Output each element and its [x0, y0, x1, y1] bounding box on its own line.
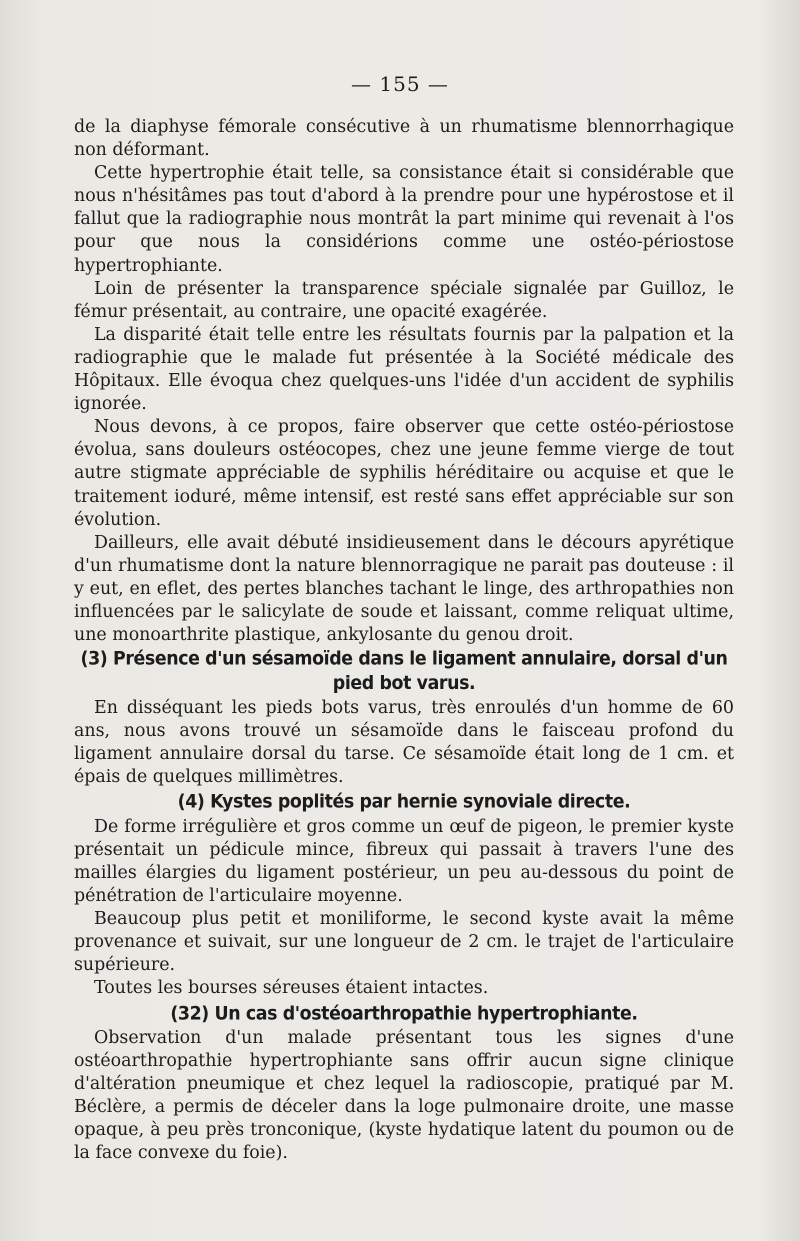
section-4-paragraph-1: De forme irrégulière et gros comme un œuf de pigeon, le premier kyste présentait un pédicule mince, fibreux qui passait à travers l'une des mailles élargies du ligament postérieur, un peu au-dessous du point de pénétration de l'articulaire moyenne.	[74, 816, 734, 907]
section-3-paragraph-1: En disséquant les pieds bots varus, très enroulés d'un homme de 60 ans, nous avons trouvé un sésamoïde dans le faisceau profond du ligament annulaire dorsal du tarse. Ce sésamoïde était long de 1 cm. et épais de quelques millimètres.	[74, 697, 734, 788]
paragraph-intro-6: Dailleurs, elle avait débuté insidieusement dans le décours apyrétique d'un rhumatisme dont la nature blennorragique ne parait pas douteuse : il y eut, en eflet, des pertes blanches tachant le linge, des arthropathies non influencées par le salicylate de soude et laissant, comme reliquat ultime, une monoarthrite plastique, ankylosante du genou droit.	[74, 532, 734, 646]
section-4-paragraph-3: Toutes les bourses séreuses étaient intactes.	[94, 978, 489, 999]
section-32-paragraph-1: Observation d'un malade présentant tous les signes d'une ostéoarthropathie hypertrophiante sans offrir aucun signe clinique d'altération pneumique et chez lequel la radioscopie, pratiqué par M. Béclère, a permis de déceler dans la loge pulmonaire droite, une masse opaque, à peu près tronconique, (kyste hydatique latent du poumon ou de la face convexe du foie).	[74, 1027, 734, 1164]
section-3-heading: (3) Présence d'un sésamoïde dans le ligament annulaire, dorsal d'un pied bot varus.	[80, 648, 728, 696]
section-32-heading: (32) Un cas d'ostéoarthropathie hypertrophiante.	[170, 1002, 638, 1025]
page-number: — 155 —	[351, 72, 449, 96]
paragraph-intro-5: Nous devons, à ce propos, faire observer que cette ostéo-périostose évolua, sans douleurs ostéocopes, chez une jeune femme vierge de tout autre stigmate appréciable de syphilis héréditaire ou acquise et que le traitement ioduré, même intensif, est resté sans effet appréciable sur son évolution.	[74, 417, 734, 530]
paragraph-intro-2: Cette hypertrophie était telle, sa consistance était si considérable que nous n'hésitâmes pas tout d'abord à la prendre pour une hypérostose et il fallut que la radiographie nous montrât la part minime qui revenait à l'os pour que nous la considérions comme une ostéo-périostose hypertrophiante.	[74, 163, 734, 276]
paragraph-intro-4: La disparité était telle entre les résultats fournis par la palpation et la radiographie que le malade fut présentée à la Société médicale des Hôpitaux. Elle évoqua chez quelques-uns l'idée d'un accident de syphilis ignorée.	[74, 324, 734, 415]
page-text	[74, 116, 734, 1165]
section-4-paragraph-2: Beaucoup plus petit et moniliforme, le second kyste avait la même provenance et suivait, sur une longueur de 2 cm. le trajet de l'articulaire supérieure.	[74, 909, 734, 976]
section-4-heading: (4) Kystes poplités par hernie synoviale directe.	[177, 791, 631, 814]
paragraph-intro-1: de la diaphyse fémorale consécutive à un rhumatisme blennorrhagique non déformant.	[74, 117, 734, 161]
paragraph-intro-3: Loin de présenter la transparence spéciale signalée par Guilloz, le fémur présentait, au contraire, une opacité exagérée.	[74, 278, 734, 322]
